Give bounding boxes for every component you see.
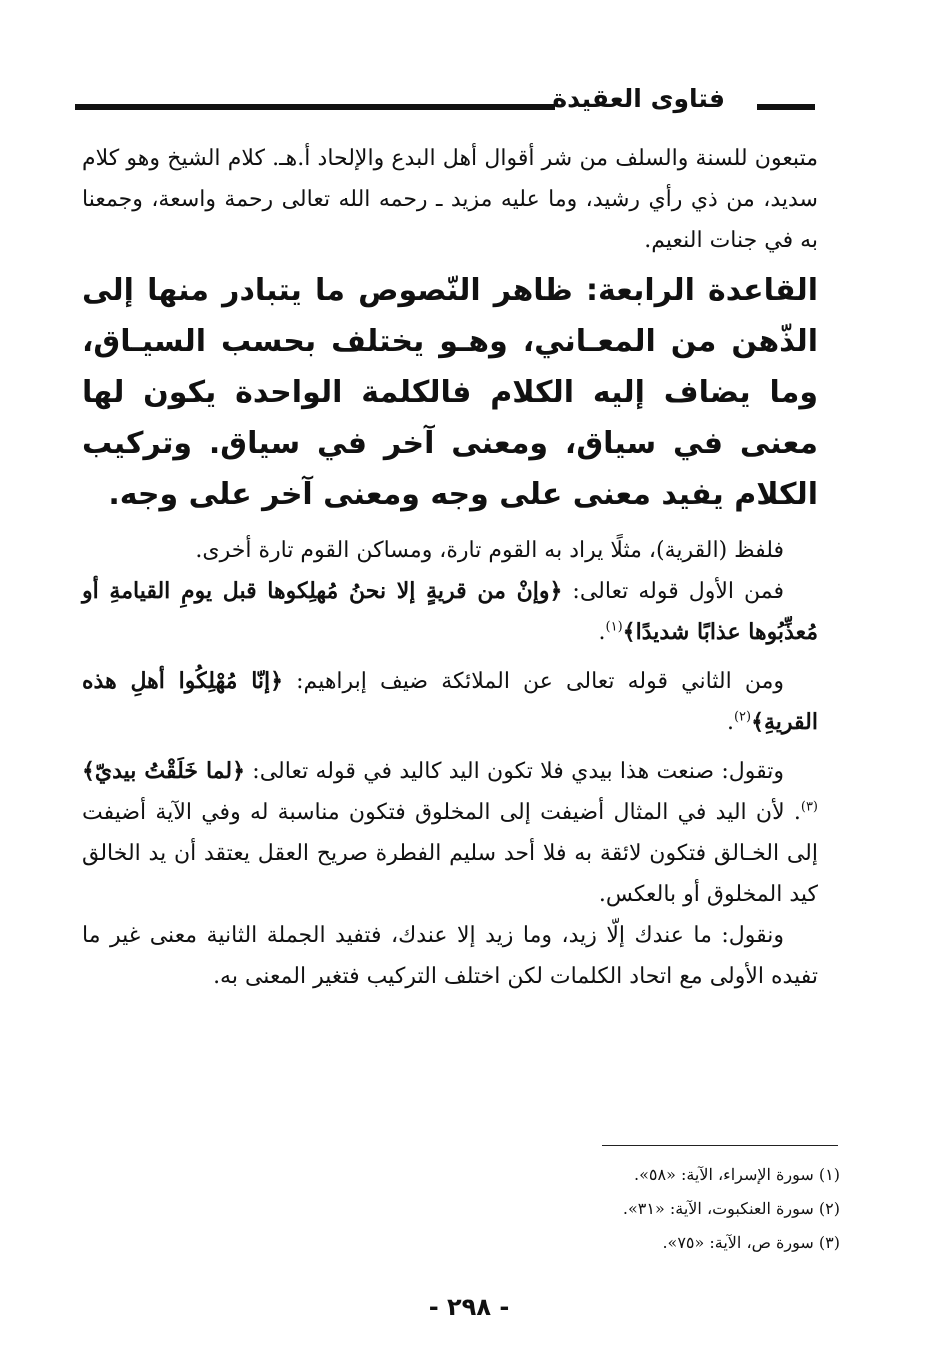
quran-quote-2: ﴿إنّا مُهْلِكُوا أهلِ هذه القريةِ﴾ xyxy=(82,668,818,735)
paragraph-5 xyxy=(82,751,818,915)
body-text xyxy=(82,138,818,997)
footnote-3: (٣) سورة ص، الآية: «٧٥». xyxy=(662,1233,840,1252)
header-rule-long xyxy=(75,104,555,110)
header-rule-short xyxy=(757,104,815,110)
rule-four-heading: القاعدة الرابعة: ظاهر النّصوص ما يتبادر منها إلى الذّهن من المعـاني، وهـو يختلف بحسب السيـاق، وما يضاف إليه الكلام فالكلمة الواحدة يكون لها معنى في سياق، ومعنى آخر في سياق. وتركيب الكلام يفيد معنى على وجه ومعنى آخر على وجه. xyxy=(82,273,818,512)
paragraph-4-lead: ومن الثاني قوله تعالى عن الملائكة ضيف إبراهيم: xyxy=(283,669,784,694)
paragraph-2: فلفظ (القرية)، مثلًا يراد به القوم تارة، ومساكن القوم تارة أخرى. xyxy=(195,538,784,563)
footnote-ref-2[interactable]: (٢) xyxy=(733,709,752,725)
footnote-ref-3[interactable]: (٣) xyxy=(800,799,818,815)
paragraph-3-lead: فمن الأول قوله تعالى: xyxy=(562,579,785,604)
paragraph-5-end: . لأن اليد في المثال أضيفت إلى المخلوق فتكون مناسبة له وفي الآية أضيفت إلى الخـالق فتكون لائقة به فلا أحد سليم الفطرة صريح العقل يعتقد أن يد الخالق كيد المخلوق أو بالعكس. xyxy=(82,800,818,907)
footnote-separator xyxy=(602,1145,838,1146)
paragraph-3-end: . xyxy=(598,620,606,645)
footnote-1: (١) سورة الإسراء، الآية: «٥٨». xyxy=(634,1165,840,1184)
quran-quote-1: ﴿وإنْ من قريةٍ إلا نحنُ مُهلِكوها قبل يومِ القيامةِ أو مُعذِّبُوها عذابًا شديدًا﴾ xyxy=(82,578,818,645)
footnote-ref-1[interactable]: (١) xyxy=(605,619,623,635)
paragraph-6: ونقول: ما عندك إلّا زيد، وما زيد إلا عندك، فتفيد الجملة الثانية معنى غير ما تفيده الأولى مع اتحاد الكلمات لكن اختلف التركيب فتغير المعنى به. xyxy=(82,923,818,989)
paragraph-5-lead: وتقول: صنعت هذا بيدي فلا تكون اليد كاليد في قوله تعالى: xyxy=(245,759,784,784)
paragraph-4 xyxy=(82,661,818,743)
paragraph-1: متبعون للسنة والسلف من شر أقوال أهل البدع والإلحاد أ.هـ. كلام الشيخ وهو كلام سديد، من ذي رأي رشيد، وما عليه مزيد ـ رحمه الله تعالى رحمة واسعة، وجمعنا به في جنات النعيم. xyxy=(82,146,818,253)
running-header xyxy=(75,84,815,118)
footnote-2: (٢) سورة العنكبوت، الآية: «٣١». xyxy=(622,1199,840,1218)
page-number: - ٢٩٨ - xyxy=(428,1293,510,1321)
book-title: فتاوى العقيدة xyxy=(552,84,725,113)
footnotes xyxy=(340,1158,840,1260)
paragraph-3 xyxy=(82,571,818,653)
paragraph-4-end: . xyxy=(726,710,734,735)
quran-quote-3: ﴿لما خَلَقْتُ بيديّ﴾ xyxy=(82,758,245,784)
